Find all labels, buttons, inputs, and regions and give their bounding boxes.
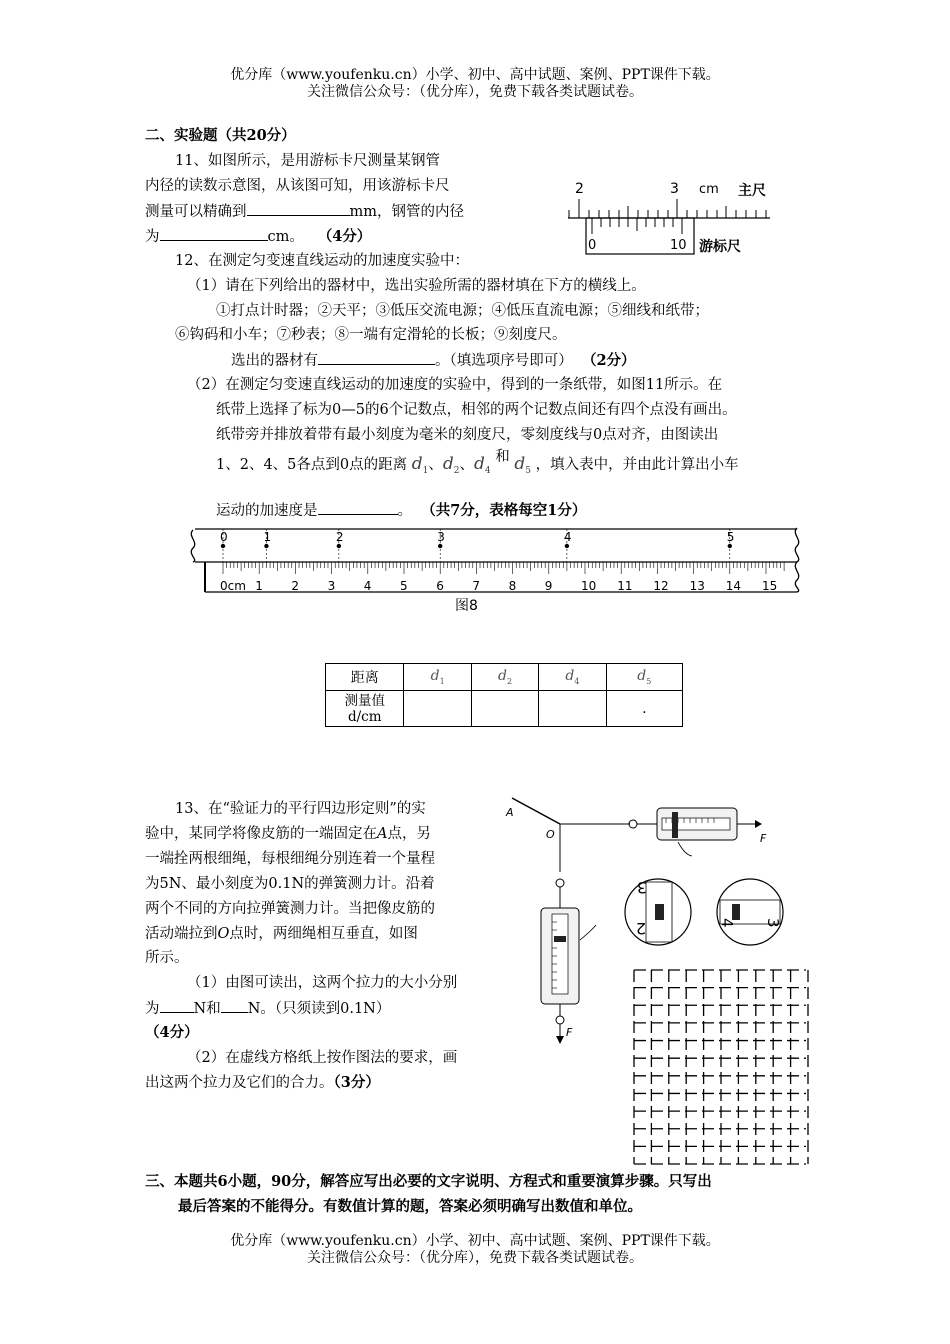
ruler-label: 7	[472, 579, 481, 593]
dial-left-top-digit: 3	[636, 878, 647, 897]
q11-text: cm。	[267, 229, 304, 245]
sub: 4	[484, 465, 491, 476]
q13-blank-force-2[interactable]	[221, 996, 248, 1013]
sub: 2	[507, 676, 513, 686]
cell-dot: .	[642, 700, 647, 717]
table-header-distance: 距离	[326, 664, 404, 691]
q12-part2-line-3: 纸带旁并排放着带有最小刻度为毫米的刻度尺，零刻度线与0点对齐，由图读出	[216, 427, 719, 443]
label-o: O	[546, 828, 555, 841]
q11-line-2: 内径的读数示意图，从该图可知，用该游标卡尺	[145, 178, 450, 194]
ruler-label: 6	[436, 579, 444, 593]
tape-point-label: 1	[263, 530, 272, 544]
q12-score-1: （2分）	[581, 352, 636, 369]
dashed-grid-paper[interactable]	[632, 968, 812, 1168]
symbol-d: d	[498, 668, 507, 685]
q12-text: 选出的器材有	[231, 353, 318, 369]
q13-score-2: （3分）	[333, 1074, 380, 1091]
table-row	[326, 664, 683, 691]
sub: 4	[574, 676, 580, 686]
q12-part2-line-1: （2）在测定匀变速直线运动的加速度的实验中，得到的一条纸带，如图11所示。在	[187, 377, 723, 393]
q12-text: 。	[397, 503, 412, 519]
q13-line-3: 一端拴两根细绳，每根细绳分别连着一个量程	[145, 851, 435, 867]
q11-text: 测量可以精确到	[145, 204, 247, 220]
q13-text: N。（只须读到0.1N）	[247, 1001, 391, 1017]
q12-part2-line-4	[216, 449, 739, 486]
header-line-1: 优分库（www.youfenku.cn）小学、初中、高中试题、案例、PPT课件下载。	[230, 67, 720, 83]
distance-table	[325, 663, 683, 727]
ruler-label: 11	[617, 579, 633, 593]
tape-point-label: 5	[726, 530, 735, 544]
vernier-tick-10: 10	[670, 238, 687, 253]
dial-right-left-digit: 4	[718, 918, 736, 928]
q12-part1: （1）请在下列给出的器材中，选出实验所需的器材填在下方的横线上。	[187, 278, 646, 294]
q12-text: 1、2、4、5各点到0点的距离	[216, 457, 408, 473]
q11-blank-diameter[interactable]	[160, 224, 268, 241]
ruler-label: 1	[255, 579, 263, 593]
table-header-measured	[326, 691, 404, 727]
symbol-d: d	[565, 668, 575, 685]
sub: 1	[422, 465, 429, 476]
q11-text: 为	[145, 229, 160, 245]
q12-blank-equipment[interactable]	[318, 348, 435, 365]
q13-text: 点，另	[387, 826, 431, 842]
ruler-label: 3	[327, 579, 336, 593]
q11-line-4	[145, 224, 371, 249]
ruler-label: 9	[544, 579, 553, 593]
symbol-d: d	[514, 454, 526, 474]
row-header-b: d/cm	[347, 708, 382, 725]
sub: 2	[453, 465, 460, 476]
dial-right-right-digit: 3	[764, 918, 782, 928]
q12-part2-line-5	[216, 498, 586, 523]
page-header	[0, 67, 950, 101]
q12-intro: 12、在测定匀变速直线运动的加速度实验中：	[175, 253, 469, 269]
header-line-2: 关注微信公众号：（优分库），免费下载各类试题试卷。	[307, 84, 643, 100]
figure-8-caption: 图8	[455, 598, 478, 614]
q13-line-7: 所示。	[145, 950, 189, 966]
vernier-scale-label: 游标尺	[699, 239, 741, 255]
q13-text: 出这两个拉力及它们的合力。	[145, 1075, 334, 1091]
q13-part1: （1）由图可读出，这两个拉力的大小分别	[187, 975, 458, 991]
q12-text: 。（填选项序号即可）	[435, 353, 573, 369]
q11-line-1: 11、如图所示，是用游标卡尺测量某钢管	[175, 153, 440, 169]
q13-point-a: A	[377, 826, 388, 842]
q13-score-1: （4分）	[145, 1024, 199, 1041]
q11-line-3	[145, 199, 464, 224]
footer-line-1: 优分库（www.youfenku.cn）小学、初中、高中试题、案例、PPT课件下载。	[230, 1233, 720, 1249]
q12-blank-acceleration[interactable]	[318, 498, 398, 515]
dial-left-bottom-digit: 2	[635, 919, 646, 938]
table-cell-d1[interactable]	[404, 691, 471, 727]
ruler-label: 10	[581, 579, 597, 593]
ruler-label: 2	[291, 579, 300, 593]
q13-line-6	[145, 922, 418, 946]
table-header-d4	[539, 664, 606, 691]
q13-part2-line-2	[145, 1071, 380, 1095]
row-header-a: 测量值	[344, 692, 385, 709]
table-header-d2	[471, 664, 538, 691]
q12-part2-line-2: 纸带上选择了标为0—5的6个记数点，相邻的两个记数点间还有四个点没有画出。	[216, 402, 737, 418]
unit-label: cm	[699, 182, 719, 197]
sub: 5	[646, 676, 652, 686]
q13-text: 点时，两细绳相互垂直，如图	[229, 926, 418, 942]
page-footer	[0, 1233, 950, 1267]
symbol-d: d	[430, 668, 440, 685]
q13-line-4: 为5N、最小刻度为0.1N的弹簧测力计。沿着	[145, 876, 435, 892]
label-a: A	[506, 806, 514, 819]
vernier-tick-0: 0	[588, 238, 597, 253]
q13-point-o: O	[217, 926, 230, 942]
q13-line-1: 13、在“验证力的平行四边形定则”的实	[175, 801, 426, 817]
table-header-d5	[606, 664, 682, 691]
ruler-label: 8	[508, 579, 517, 593]
ruler-label: 4	[363, 579, 372, 593]
q12-text: 运动的加速度是	[216, 503, 318, 519]
q13-text: 活动端拉到	[145, 926, 218, 942]
ruler-label: 0cm	[220, 579, 246, 593]
q13-text: 为	[145, 1001, 160, 1017]
sub: 1	[439, 676, 445, 686]
q12-text: ，填入表中，并由此计算出小车	[535, 457, 739, 473]
q13-line-5: 两个不同的方向拉弹簧测力计。当把像皮筋的	[145, 901, 435, 917]
q13-text: 验中，某同学将像皮筋的一端固定在	[145, 826, 377, 842]
section-3-line-1: 三、本题共6小题，90分，解答应写出必要的文字说明、方程式和重要演算步骤。只写出	[145, 1173, 712, 1190]
ruler-label: 13	[689, 579, 705, 593]
q11-text: mm，钢管的内径	[349, 204, 464, 220]
section-3-line-2: 最后答案的不能得分。有数值计算的题，答案必须明确写出数值和单位。	[178, 1198, 642, 1215]
q12-items-1: ①打点计时器；②天平；③低压交流电源；④低压直流电源；⑤细线和纸带；	[216, 303, 709, 319]
table-cell-d4[interactable]	[539, 691, 606, 727]
symbol-d: d	[442, 454, 454, 474]
main-tick-2: 2	[575, 181, 584, 197]
q12-select-line	[231, 348, 636, 373]
table-header-d1	[404, 664, 471, 691]
tape-point-label: 0	[220, 530, 228, 544]
q13-part2-line-1: （2）在虚线方格纸上按作图法的要求，画	[187, 1050, 458, 1066]
q11-blank-precision[interactable]	[247, 199, 350, 216]
table-cell-d5[interactable]	[606, 691, 682, 727]
table-row	[326, 691, 683, 727]
paper-tape-figure	[185, 524, 810, 614]
label-f-vertical: F	[566, 1026, 573, 1039]
sub: 5	[525, 465, 531, 476]
main-tick-3: 3	[670, 181, 679, 197]
label-f-horizontal: F	[760, 832, 767, 845]
sep: 、	[459, 457, 474, 473]
q12-items-2: ⑥钩码和小车；⑦秒表；⑧一端有定滑轮的长板；⑨刻度尺。	[175, 327, 567, 343]
q13-blank-force-1[interactable]	[160, 996, 194, 1013]
symbol-d: d	[474, 454, 485, 474]
q11-score: （4分）	[317, 228, 372, 245]
ruler-label: 5	[400, 579, 408, 593]
ruler-label: 14	[725, 579, 742, 593]
q12-text: 和	[495, 449, 510, 465]
q13-text: N和	[193, 1001, 221, 1017]
q12-score-2: （共7分，表格每空1分）	[421, 502, 587, 519]
tape-point-label: 3	[437, 530, 445, 544]
main-scale-label: 主尺	[738, 183, 766, 199]
q13-part1-blanks	[145, 996, 390, 1021]
symbol-d: d	[411, 454, 423, 474]
symbol-d: d	[637, 668, 647, 685]
tape-point-label: 4	[563, 530, 572, 544]
ruler-label: 12	[653, 579, 669, 593]
vernier-caliper-figure	[562, 176, 782, 258]
table-cell-d2[interactable]	[471, 691, 538, 727]
ruler-label: 15	[762, 579, 778, 593]
sep: 、	[428, 457, 443, 473]
section-2-title: 二、实验题（共20分）	[145, 127, 296, 144]
tape-point-label: 2	[335, 530, 344, 544]
q13-line-2	[145, 822, 431, 846]
footer-line-2: 关注微信公众号：（优分库），免费下载各类试题试卷。	[307, 1250, 643, 1266]
